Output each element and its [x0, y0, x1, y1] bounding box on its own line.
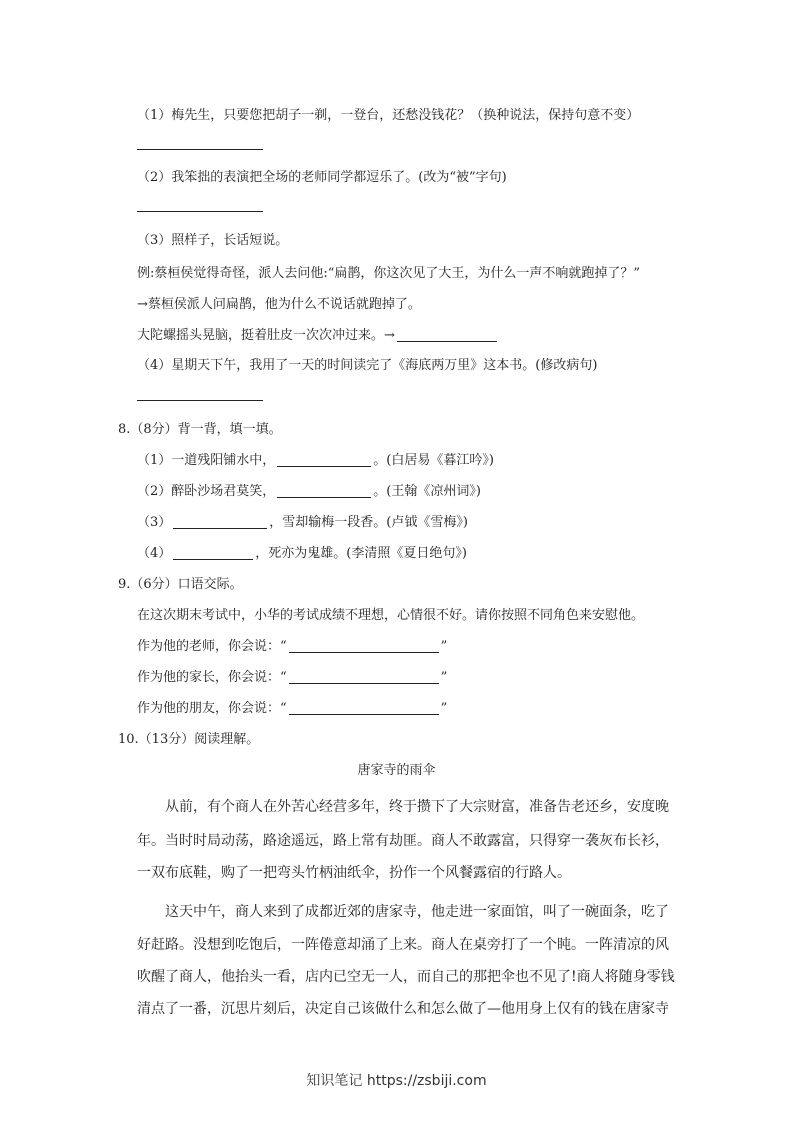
q8-line-2-end: 。(王翰《凉州词》)	[373, 484, 481, 499]
close-quote: ”	[440, 639, 448, 654]
q8-line-3	[137, 511, 468, 530]
q8-header: 8.（8分）背一背，填一填。	[118, 422, 282, 437]
answer-line-1	[137, 149, 263, 150]
page-footer: 知识笔记 https://zsbiji.com	[306, 1073, 487, 1089]
answer-blank	[277, 452, 371, 467]
q10-header: 10.（13分）阅读理解。	[118, 732, 260, 747]
q7-example-2: →蔡桓侯派人问扁鹊，他为什么不说话就跑掉了。	[137, 297, 421, 312]
q9-teacher	[137, 635, 447, 654]
passage-title: 唐家寺的雨伞	[357, 763, 436, 778]
q8-line-4-end: ，死亦为鬼雄。(李清照《夏日绝句》)	[255, 546, 467, 561]
answer-blank	[277, 483, 371, 498]
passage-line: 一双布底鞋，购了一把弯头竹柄油纸伞，扮作一个风餐露宿的行路人。	[137, 865, 571, 881]
answer-blank	[289, 669, 439, 684]
answer-line-2	[137, 211, 263, 212]
answer-line-4	[137, 400, 263, 401]
q8-line-4	[137, 542, 467, 561]
passage-line: 年。当时时局动荡，路途遥远，路上常有劫匪。商人不敢露富，只得穿一袭灰布长衫，	[137, 833, 669, 849]
answer-blank	[173, 514, 267, 529]
close-quote: ”	[440, 670, 448, 685]
answer-blank	[173, 545, 253, 560]
q7-item-3: （3）照样子，长话短说。	[137, 233, 289, 248]
q9-header: 9.（6分）口语交际。	[118, 577, 243, 592]
q8-line-4-start: （4）	[137, 546, 172, 561]
q8-line-1-end: 。(白居易《暮江吟》)	[373, 453, 494, 468]
q9-friend	[137, 697, 447, 716]
answer-blank	[289, 700, 439, 715]
q7-example-3-text: 大陀螺摇头晃脑，挺着肚皮一次次冲过来。→	[137, 328, 395, 343]
passage-line: 从前，有个商人在外苦心经营多年，终于攒下了大宗财富，准备告老还乡，安度晚	[165, 799, 669, 815]
q7-example-3	[137, 324, 499, 343]
passage-line: 吹醒了商人，他抬头一看，店内已空无一人，而自己的那把伞也不见了!商人将随身零钱	[137, 969, 675, 985]
answer-blank	[289, 638, 439, 653]
q8-line-2-start: （2）醉卧沙场君莫笑，	[137, 484, 276, 499]
q8-line-3-end: ，雪却输梅一段香。(卢钺《雪梅》)	[269, 515, 468, 530]
q9-parent-prompt: 作为他的家长，你会说：“	[137, 670, 287, 685]
passage-line: 这天中午，商人来到了成都近郊的唐家寺，他走进一家面馆，叫了一碗面条，吃了	[165, 904, 669, 920]
q9-intro: 在这次期末考试中，小华的考试成绩不理想，心情很不好。请你按照不同角色来安慰他。	[137, 608, 645, 623]
q9-teacher-prompt: 作为他的老师，你会说：“	[137, 639, 287, 654]
q8-line-2	[137, 480, 481, 499]
q7-example-1: 例:蔡桓侯觉得奇怪，派人去问他:“扁鹊，你这次见了大王，为什么一声不响就跑掉了？”	[137, 266, 641, 281]
q9-parent	[137, 666, 447, 685]
answer-blank	[397, 327, 497, 342]
q8-line-1	[137, 449, 494, 468]
q7-item-1: （1）梅先生，只要您把胡子一剃，一登台，还愁没钱花？（换种说法，保持句意不变）	[137, 108, 640, 123]
q8-line-3-start: （3）	[137, 515, 172, 530]
passage-line: 好赶路。没想到吃饱后，一阵倦意却涌了上来。商人在桌旁打了一个盹。一阵清凉的风	[137, 937, 669, 953]
q8-line-1-start: （1）一道残阳铺水中，	[137, 453, 276, 468]
q7-item-4: （4）星期天下午，我用了一天的时间读完了《海底两万里》这本书。(修改病句)	[137, 358, 598, 373]
q7-item-2: （2）我笨拙的表演把全场的老师同学都逗乐了。(改为“被”字句)	[137, 170, 507, 185]
passage-line: 清点了一番，沉思片刻后，决定自己该做什么和怎么做了—他用身上仅有的钱在唐家寺	[137, 1001, 669, 1017]
q9-friend-prompt: 作为他的朋友，你会说：“	[137, 701, 287, 716]
close-quote: ”	[440, 701, 448, 716]
